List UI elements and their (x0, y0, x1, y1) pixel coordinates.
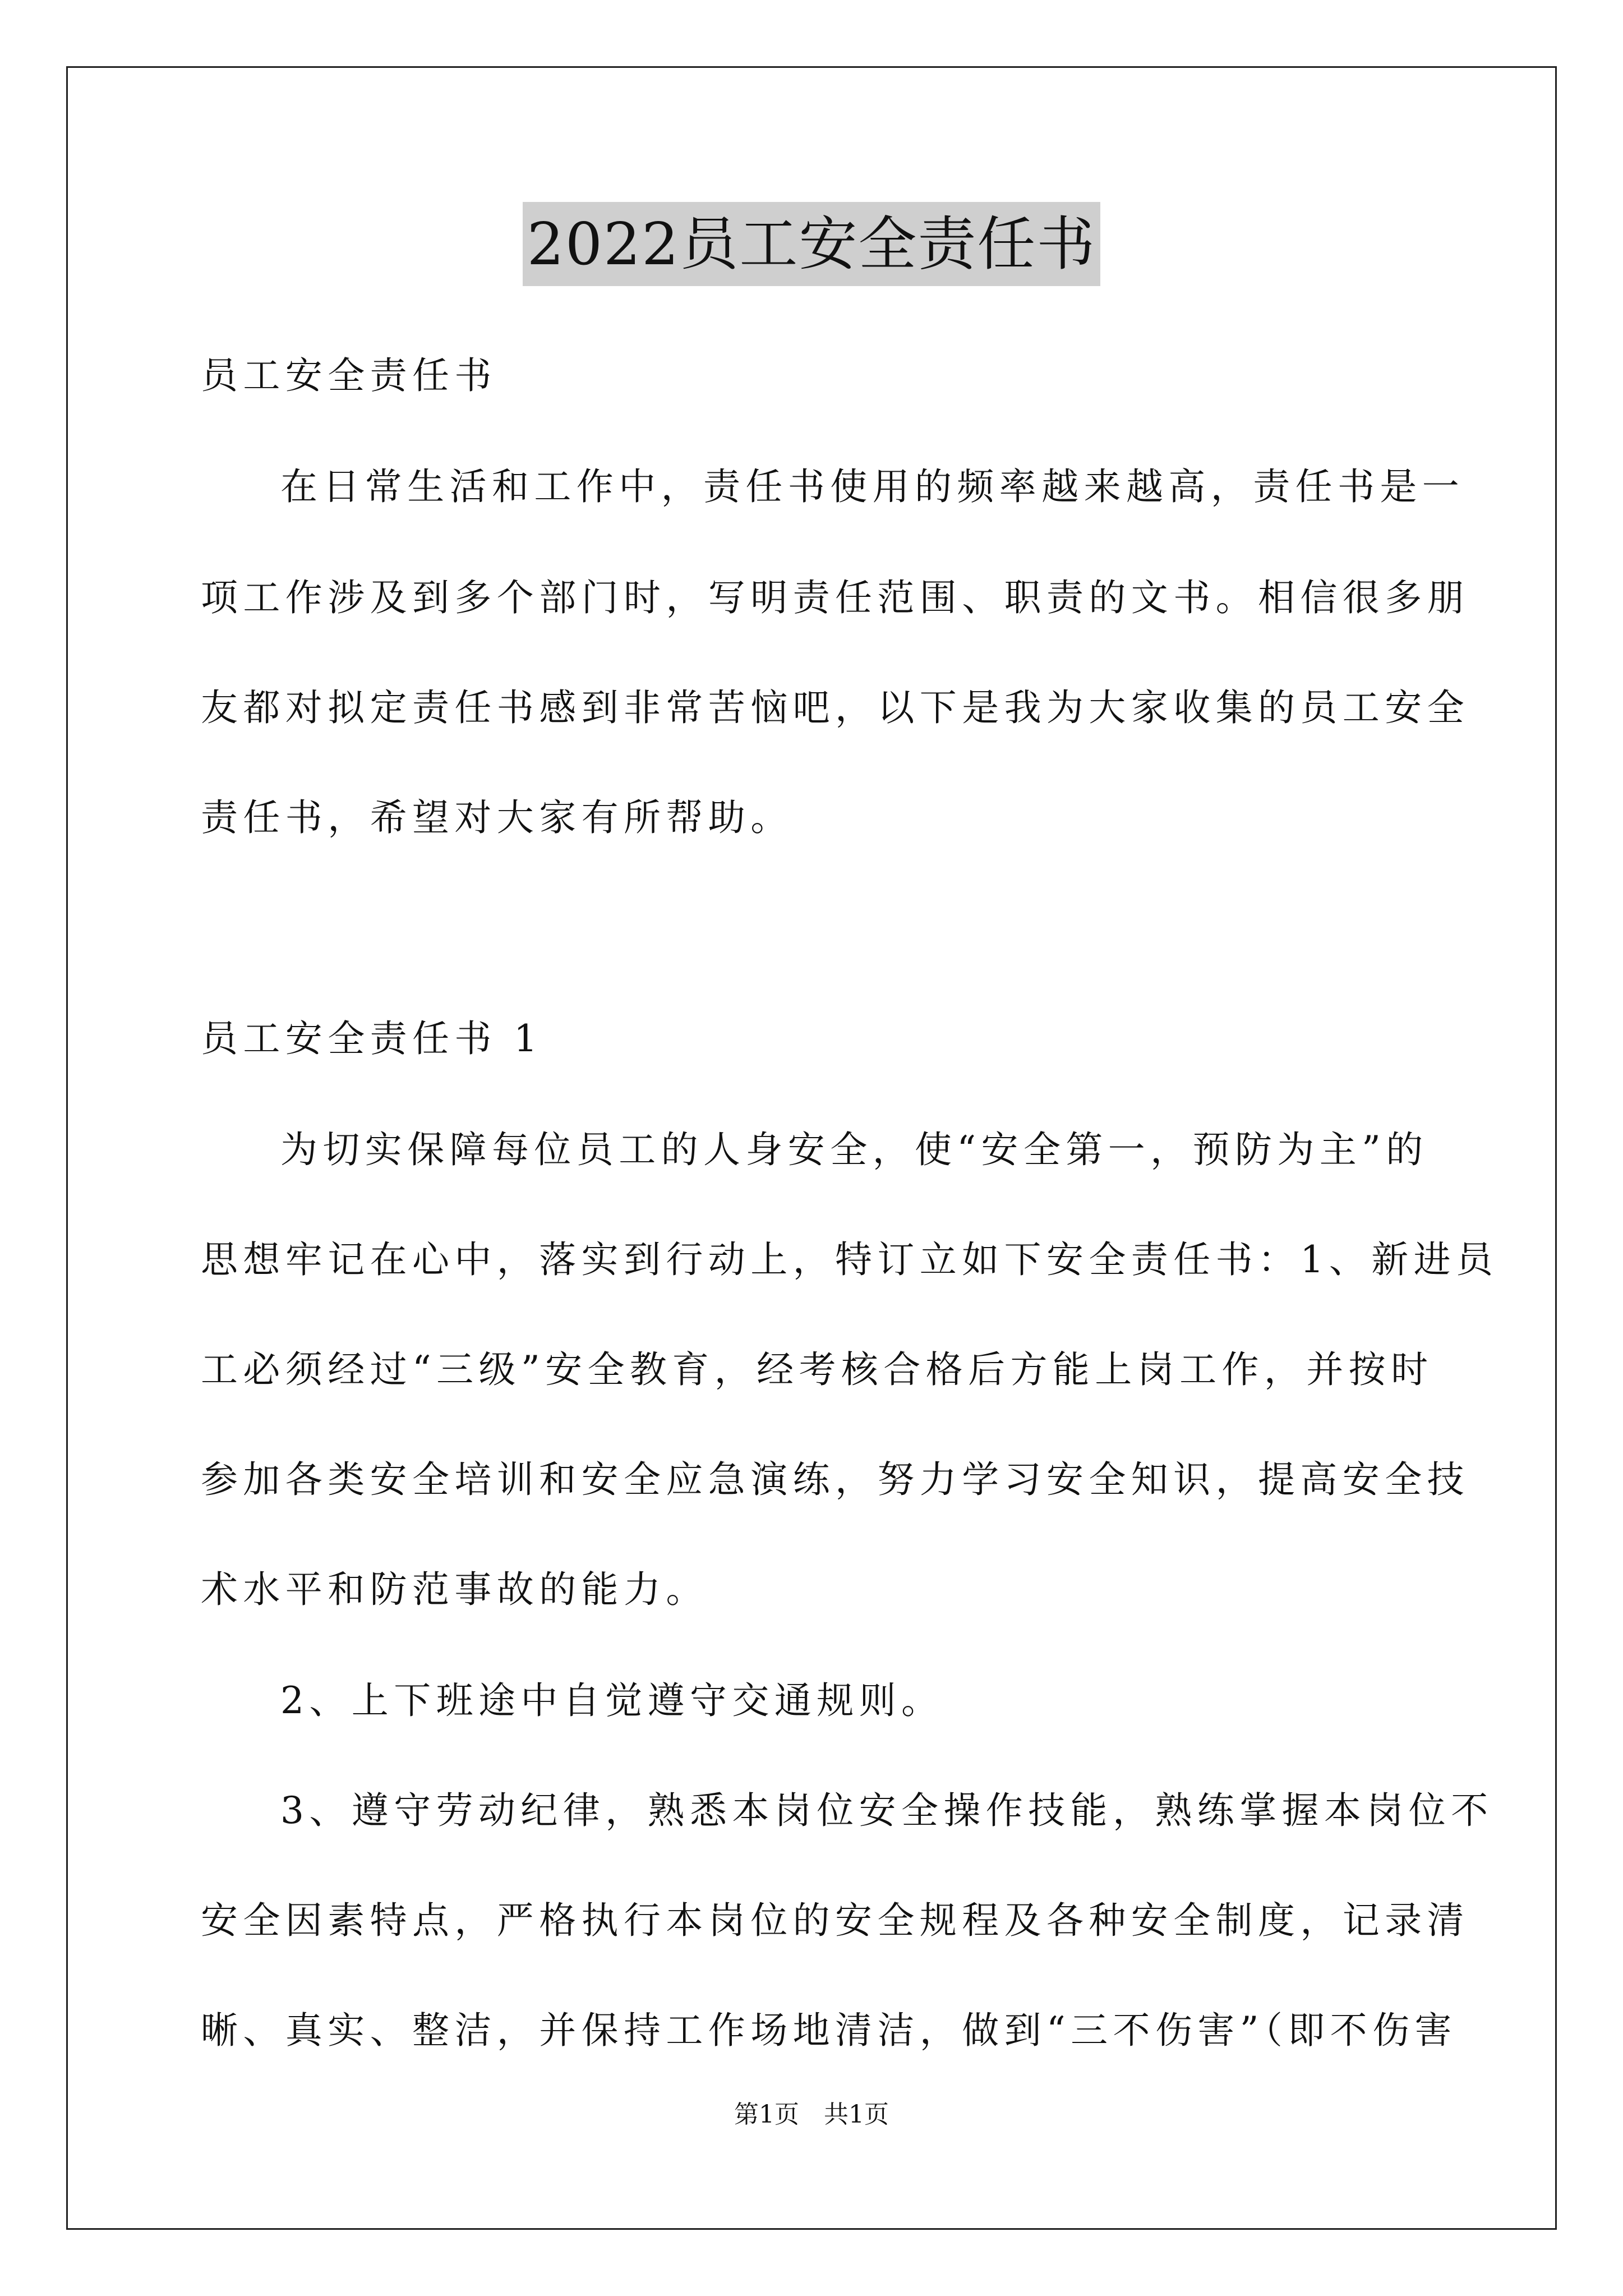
section1-line-5: 术水平和防范事故的能力。 (201, 1568, 708, 1611)
title-wrap (0, 202, 1623, 286)
item3-line-2: 安全因素特点，严格执行本岗位的安全规程及各种安全制度，记录清 (201, 1899, 1469, 1942)
item3-line-1: 3、遵守劳动纪律，熟悉本岗位安全操作技能，熟练掌握本岗位不 (280, 1789, 1493, 1832)
page-footer (0, 2098, 1623, 2132)
heading-main: 员工安全责任书 (201, 354, 497, 397)
section1-line-1: 为切实保障每位员工的人身安全，使“安全第一，预防为主”的 (280, 1128, 1428, 1171)
heading-section-1: 员工安全责任书 1 (201, 1017, 543, 1060)
intro-line-1: 在日常生活和工作中，责任书使用的频率越来越高，责任书是一 (280, 465, 1465, 508)
document-title: 2022员工安全责任书 (523, 202, 1101, 286)
section1-line-4: 参加各类安全培训和安全应急演练，努力学习安全知识，提高安全技 (201, 1458, 1469, 1501)
section1-line-2: 思想牢记在心中，落实到行动上，特订立如下安全责任书：1、新进员 (201, 1238, 1498, 1281)
item3-line-3: 晰、真实、整洁，并保持工作场地清洁，做到“三不伤害”（即不伤害 (201, 2009, 1457, 2052)
intro-line-4: 责任书，希望对大家有所帮助。 (201, 796, 793, 839)
section1-line-3: 工必须经过“三级”安全教育，经考核合格后方能上岗工作，并按时 (201, 1348, 1433, 1391)
intro-line-2: 项工作涉及到多个部门时，写明责任范围、职责的文书。相信很多朋 (201, 576, 1469, 619)
item-2: 2、上下班途中自觉遵守交通规则。 (280, 1679, 944, 1722)
intro-line-3: 友都对拟定责任书感到非常苦恼吧，以下是我为大家收集的员工安全 (201, 686, 1469, 729)
page-number-text: 第1页 共1页 (734, 2100, 889, 2129)
